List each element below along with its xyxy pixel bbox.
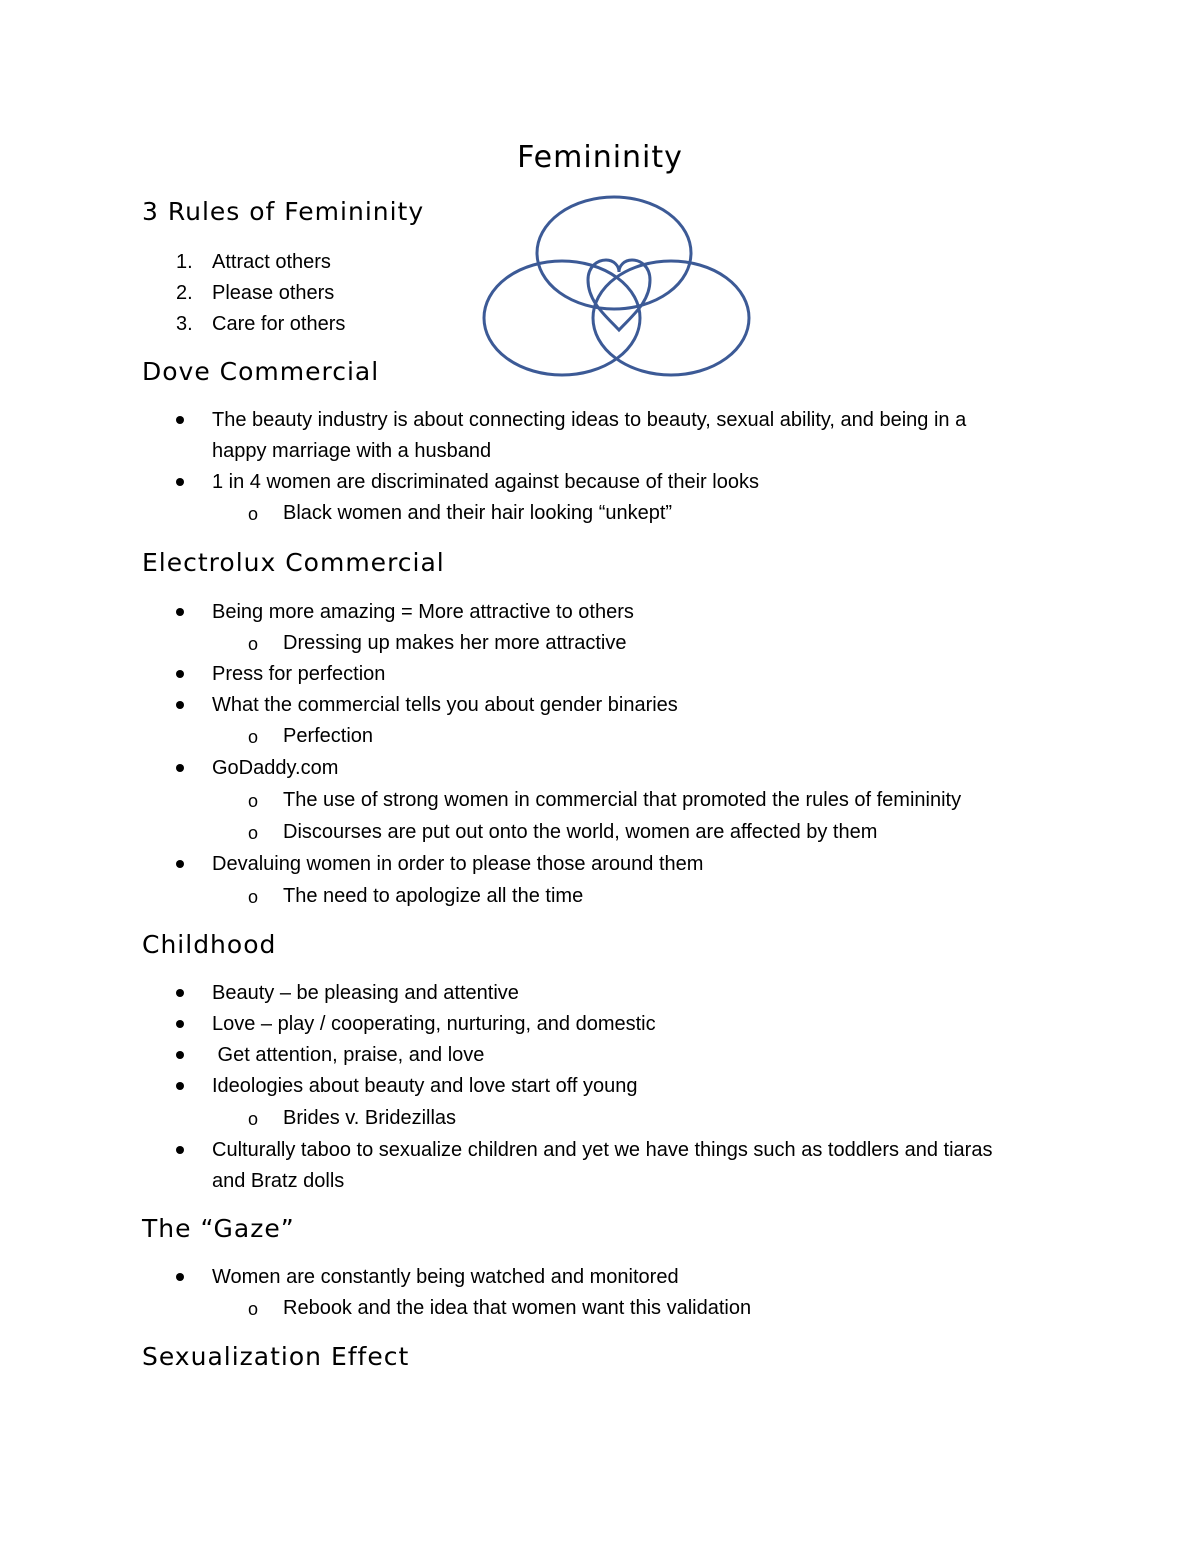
childhood-heading: Childhood bbox=[142, 930, 277, 959]
bullet bbox=[176, 989, 184, 997]
bullet-text: Beauty – be pleasing and attentive bbox=[212, 982, 519, 1004]
bullet bbox=[176, 1020, 184, 1028]
sub-bullet-text: Rebook and the idea that women want this validation bbox=[283, 1297, 752, 1319]
sub-bullet-text: Dressing up makes her more attractive bbox=[283, 632, 627, 654]
electrolux-heading: Electrolux Commercial bbox=[142, 548, 445, 577]
bullet-text: Love – play / cooperating, nurturing, and domestic bbox=[212, 1013, 656, 1035]
venn-circle-right bbox=[593, 261, 749, 375]
bullet bbox=[176, 416, 184, 424]
sub-bullet-marker: o bbox=[248, 823, 259, 843]
bullet bbox=[176, 1051, 184, 1059]
bullet-text: 1 in 4 women are discriminated against because of their looks bbox=[212, 471, 759, 493]
bullet-text-continued: happy marriage with a husband bbox=[212, 440, 492, 462]
sub-bullet-marker: o bbox=[248, 727, 259, 747]
venn-circle-top bbox=[537, 197, 691, 309]
sub-bullet-text: The use of strong women in commercial that promoted the rules of femininity bbox=[283, 789, 962, 811]
rule-item: Please others bbox=[212, 282, 335, 304]
bullet bbox=[176, 701, 184, 709]
bullet bbox=[176, 860, 184, 868]
sub-bullet-marker: o bbox=[248, 634, 259, 654]
sub-bullet-marker: o bbox=[248, 504, 259, 524]
bullet-text: Women are constantly being watched and monitored bbox=[212, 1266, 679, 1288]
sub-bullet-marker: o bbox=[248, 887, 259, 907]
bullet-text: Get attention, praise, and love bbox=[212, 1044, 485, 1066]
sub-bullet-text: The need to apologize all the time bbox=[283, 885, 584, 907]
bullet-text: Ideologies about beauty and love start off young bbox=[212, 1075, 638, 1097]
bullet-text: What the commercial tells you about gender binaries bbox=[212, 694, 678, 716]
bullet bbox=[176, 1273, 184, 1281]
bullet-text: GoDaddy.com bbox=[212, 757, 339, 779]
rules-heading: 3 Rules of Femininity bbox=[142, 197, 425, 226]
sub-bullet-marker: o bbox=[248, 791, 259, 811]
sexualization-heading: Sexualization Effect bbox=[142, 1342, 410, 1371]
sub-bullet-text: Brides v. Bridezillas bbox=[283, 1107, 457, 1129]
dove-heading: Dove Commercial bbox=[142, 357, 380, 386]
rule-number: 2. bbox=[176, 282, 193, 304]
bullet bbox=[176, 608, 184, 616]
bullet bbox=[176, 1082, 184, 1090]
bullet bbox=[176, 1146, 184, 1154]
rule-item: Attract others bbox=[212, 251, 331, 273]
sub-bullet-text: Perfection bbox=[283, 725, 374, 747]
bullet bbox=[176, 478, 184, 486]
bullet-text: Press for perfection bbox=[212, 663, 386, 685]
gaze-heading: The “Gaze” bbox=[142, 1214, 295, 1243]
sub-bullet-marker: o bbox=[248, 1109, 259, 1129]
bullet-text: Being more amazing = More attractive to others bbox=[212, 601, 634, 623]
rule-number: 3. bbox=[176, 313, 193, 335]
rule-number: 1. bbox=[176, 251, 193, 273]
rule-item: Care for others bbox=[212, 313, 346, 335]
page-title: Femininity bbox=[517, 140, 683, 175]
sub-bullet-text: Black women and their hair looking “unkept” bbox=[283, 502, 673, 524]
bullet-text-continued: and Bratz dolls bbox=[212, 1170, 345, 1192]
sub-bullet-marker: o bbox=[248, 1299, 259, 1319]
bullet bbox=[176, 764, 184, 772]
bullet-text: The beauty industry is about connecting ideas to beauty, sexual ability, and being in a bbox=[212, 409, 967, 431]
sub-bullet-text: Discourses are put out onto the world, women are affected by them bbox=[283, 821, 878, 843]
venn-heart-diagram bbox=[480, 192, 755, 377]
bullet-text: Devaluing women in order to please those around them bbox=[212, 853, 704, 875]
bullet-text: Culturally taboo to sexualize children and yet we have things such as toddlers and tiaras bbox=[212, 1139, 993, 1161]
bullet bbox=[176, 670, 184, 678]
